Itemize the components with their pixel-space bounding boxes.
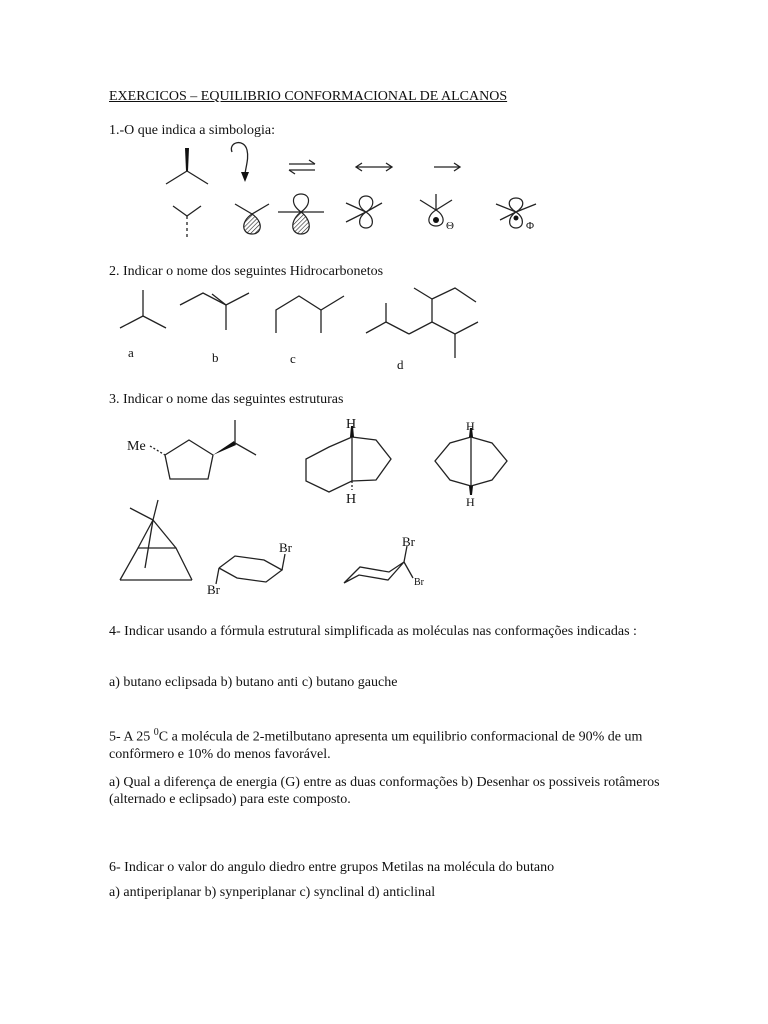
bromine-label-2: Br [207,582,220,597]
hydrogen-bottom-label-2: H [466,495,475,509]
structure-2b-label: b [212,350,219,365]
structure-3-hydrindane [306,426,391,492]
structure-3-bicyclooctane [435,428,507,495]
hydrogen-top-label: H [346,417,357,432]
question-6-options: a) antiperiplanar b) synperiplanar c) synclinal d) anticlinal [109,885,436,900]
question-6-text: 6- Indicar o valor do angulo diedro entre grupos Metilas na molécula do butano [109,860,555,875]
hydrogen-top-label-2: H [466,419,475,433]
structure-2a-label: a [128,345,134,360]
bromine-label-3: Br [402,534,415,549]
structure-3-bicyclic-cage [120,500,192,580]
question-3-text: 3. Indicar o nome das seguintes estruturas [109,392,344,407]
plus-charge-label: Φ [526,220,535,232]
bromine-label-1: Br [279,540,292,555]
page-title: EXERCICOS – EQUILIBRIO CONFORMACIONAL DE ALCANOS [109,89,508,104]
structure-3-cyclopentane [150,420,256,479]
structure-3-chair-1 [216,554,285,584]
question-5-part-a: a) Qual a diferença de energia (G) entre as duas conformações b) Desenhar os possiveis rotâmeros (alternado e eclipsado) para este composto. [109,775,660,807]
bromine-label-4: Br [414,577,424,588]
question-2-text: 2. Indicar o nome dos seguintes Hidrocarbonetos [109,264,384,279]
question-4-options: a) butano eclipsada b) butano anti c) butano gauche [109,675,398,690]
question-1-text: 1.-O que indica a simbologia: [109,123,276,138]
structure-2c-label: c [290,351,296,366]
question-5-text: 5- A 25 $^0$C a molécula de 2-metilbutano apresenta um equilibrio conformacional de 90% de um confôrmero e 10% do menos favorável. [109,727,643,762]
minus-charge-label: Θ [446,220,454,232]
hydrogen-bottom-label: H [346,492,357,507]
question-4-text: 4- Indicar usando a fórmula estrutural simplificada as moléculas nas conformações indicadas : [109,624,637,639]
structure-2d-label: d [397,357,404,372]
methyl-label: Me [127,439,146,454]
structure-3-chair-2 [344,546,413,583]
